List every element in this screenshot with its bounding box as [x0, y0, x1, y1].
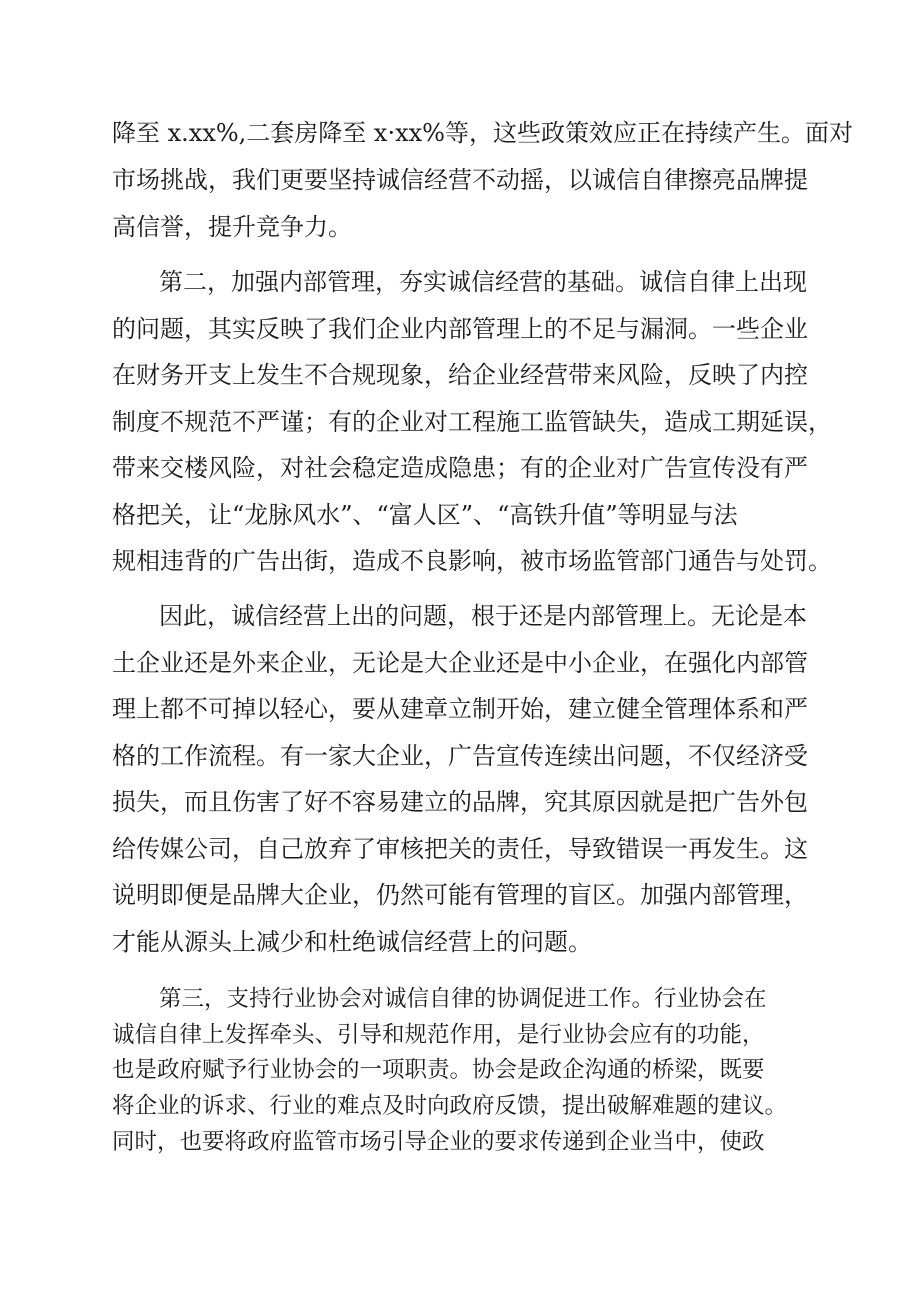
paragraph-3-line-3: 理上都不可掉以轻心，要从建章立制开始，建立健全管理体系和严: [112, 695, 808, 723]
paragraph-3-line-4: 格的工作流程。有一家大企业，广告宣传连续出问题，不仅经济受: [112, 742, 808, 770]
paragraph-3-line-1: 因此，诚信经营上出的问题，根于还是内部管理上。无论是本: [159, 602, 807, 630]
paragraph-4-line-3: 也是政府赋予行业协会的一项职责。协会是政企沟通的桥梁，既要: [112, 1057, 765, 1083]
paragraph-2-line-3: 在财务开支上发生不合规现象，给企业经营带来风险，反映了内控: [112, 361, 808, 389]
paragraph-4-line-2: 诚信自律上发挥牵头、引导和规范作用，是行业协会应有的功能，: [112, 1022, 765, 1048]
paragraph-2-line-1: 第二，加强内部管理，夯实诚信经营的基础。诚信自律上出现: [159, 268, 807, 296]
paragraph-2-line-5: 带来交楼风险，对社会稳定造成隐患；有的企业对广告宣传没有严: [112, 454, 808, 482]
paragraph-4-line-1: 第三，支持行业协会对诚信自律的协调促进工作。行业协会在: [159, 986, 767, 1012]
paragraph-3-line-6: 给传媒公司，自己放弃了审核把关的责任，导致错误一再发生。这: [112, 835, 808, 863]
paragraph-2-line-6: 格把关，让“龙脉风水”、“富人区”、“高铁升值”等明显与法: [112, 501, 738, 529]
paragraph-1-line-3: 高信誉，提升竞争力。: [112, 213, 352, 241]
paragraph-1-line-1: 降至 x.xx%,二套房降至 x·xx%等，这些政策效应正在持续产生。面对: [112, 119, 853, 147]
paragraph-3-line-5: 损失，而且伤害了好不容易建立的品牌，究其原因就是把广告外包: [112, 788, 808, 816]
paragraph-3-line-2: 土企业还是外来企业，无论是大企业还是中小企业，在强化内部管: [112, 649, 808, 677]
paragraph-4-line-4: 将企业的诉求、行业的难点及时向政府反馈，提出破解难题的建议。: [112, 1093, 788, 1119]
paragraph-2-line-2: 的问题，其实反映了我们企业内部管理上的不足与漏洞。一些企业: [112, 315, 808, 343]
paragraph-2-line-7: 规相违背的广告出街，造成不良影响，被市场监管部门通告与处罚。: [112, 547, 832, 575]
paragraph-2-line-4: 制度不规范不严谨；有的企业对工程施工监管缺失，造成工期延误，: [112, 408, 832, 436]
paragraph-3-line-7: 说明即便是品牌大企业，仍然可能有管理的盲区。加强内部管理，: [112, 881, 808, 909]
paragraph-4-line-5: 同时，也要将政府监管市场引导企业的要求传递到企业当中，使政: [112, 1129, 765, 1155]
paragraph-3-line-8: 才能从源头上减少和杜绝诚信经营上的问题。: [112, 928, 592, 956]
paragraph-1-line-2: 市场挑战，我们更要坚持诚信经营不动摇，以诚信自律擦亮品牌提: [112, 166, 808, 194]
